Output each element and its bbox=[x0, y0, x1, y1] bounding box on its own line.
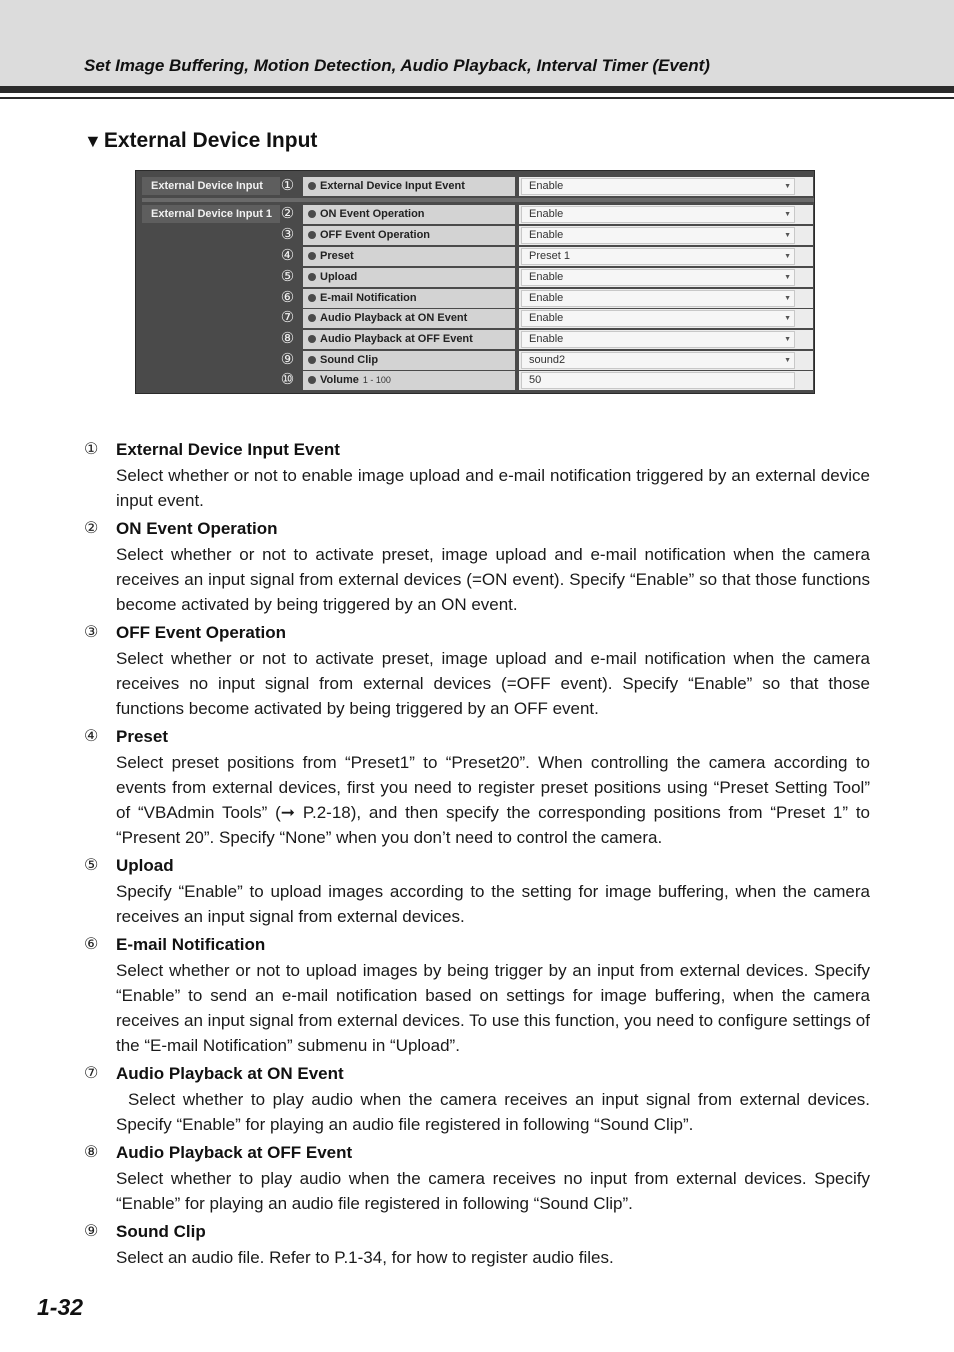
panel-row-marker: ① bbox=[280, 177, 295, 194]
item-number: ⑤ bbox=[84, 857, 99, 874]
item-body: Select whether or not to upload images by being trigger by an input from external devices. Specify “Enable” to send an e-mail notification based on settings for image buffering, when the camera receives an input signal from external devices. To use this function, you need to configure settings of the “E-mail Notification” submenu in “Upload”. bbox=[116, 961, 870, 1055]
item-body: Select preset positions from “Preset1” to “Preset20”. When controlling the camera according to events from external devices, first you need to register preset positions using “Preset Setting Tool” of “VBAdmin Tools” (➞ P.2-18), and then specify the corresponding positions from “Preset 1” to “Present 20”. Specify “None” when you don’t need to control the camera. bbox=[116, 753, 870, 847]
panel-row bbox=[303, 177, 813, 196]
chevron-down-icon[interactable]: ▼ bbox=[784, 232, 791, 239]
panel-row-label bbox=[303, 351, 515, 370]
panel-row bbox=[303, 205, 813, 224]
info-bullet-icon bbox=[308, 210, 316, 218]
item-description bbox=[84, 724, 870, 850]
info-bullet-icon bbox=[308, 294, 316, 302]
item-description bbox=[84, 1061, 870, 1137]
item-descriptions bbox=[84, 437, 870, 1273]
item-heading: External Device Input Event bbox=[116, 440, 340, 459]
panel-row-label-text: E-mail Notification bbox=[320, 292, 417, 304]
item-heading: E-mail Notification bbox=[116, 935, 266, 954]
panel-row-marker: ⑥ bbox=[280, 289, 295, 306]
panel-row-select[interactable] bbox=[521, 352, 795, 369]
chevron-down-icon[interactable]: ▼ bbox=[784, 336, 791, 343]
item-number: ⑥ bbox=[84, 936, 99, 953]
panel-row-value: Preset 1 bbox=[529, 250, 570, 262]
panel-row-label-text: Preset bbox=[320, 250, 354, 262]
chevron-down-icon[interactable]: ▼ bbox=[784, 253, 791, 260]
info-bullet-icon bbox=[308, 182, 316, 190]
triangle-down-icon: ▼ bbox=[84, 131, 102, 151]
panel-row-marker: ⑤ bbox=[280, 268, 295, 285]
chevron-down-icon[interactable]: ▼ bbox=[784, 211, 791, 218]
panel-row-label bbox=[303, 330, 515, 349]
item-heading: Audio Playback at ON Event bbox=[116, 1064, 344, 1083]
header-rule-thin bbox=[0, 97, 954, 99]
panel-row bbox=[303, 371, 813, 390]
panel-row-select[interactable] bbox=[521, 206, 795, 223]
panel-row-value: Enable bbox=[529, 292, 564, 304]
item-body: Select whether or not to activate preset, image upload and e-mail notification when the camera receives an input signal from external devices (=ON event). Specify “Enable” so that those functions become activated by being triggered by an ON event. bbox=[116, 545, 870, 614]
header-rule-thick bbox=[0, 86, 954, 93]
item-number: ④ bbox=[84, 728, 99, 745]
panel-left-label-main: External Device Input bbox=[142, 177, 280, 195]
panel-row bbox=[303, 330, 813, 349]
panel-row-value: 50 bbox=[529, 374, 542, 386]
item-number: ③ bbox=[84, 624, 99, 641]
panel-row-marker: ④ bbox=[280, 247, 295, 264]
panel-row-input[interactable] bbox=[521, 372, 795, 389]
panel-row-value: Enable bbox=[529, 208, 564, 220]
panel-row-label bbox=[303, 289, 515, 308]
panel-row-marker: ⑩ bbox=[280, 371, 295, 388]
panel-row-value-cell bbox=[519, 289, 813, 308]
panel-row-marker: ③ bbox=[280, 226, 295, 243]
header-title: Set Image Buffering, Motion Detection, Audio Playback, Interval Timer (Event) bbox=[84, 56, 710, 75]
panel-row bbox=[303, 226, 813, 245]
panel-row-label bbox=[303, 226, 515, 245]
item-number: ⑦ bbox=[84, 1065, 99, 1082]
panel-row-label bbox=[303, 268, 515, 287]
panel-row-select[interactable] bbox=[521, 248, 795, 265]
panel-row-select[interactable] bbox=[521, 178, 795, 195]
item-number: ⑧ bbox=[84, 1144, 99, 1161]
chevron-down-icon[interactable]: ▼ bbox=[784, 274, 791, 281]
panel-row bbox=[303, 309, 813, 328]
item-description bbox=[84, 853, 870, 929]
panel-row-label bbox=[303, 371, 515, 390]
section-title bbox=[84, 129, 317, 153]
panel-row-value-cell bbox=[519, 268, 813, 287]
panel-row-label bbox=[303, 309, 515, 328]
panel-row-label bbox=[303, 247, 515, 266]
item-description bbox=[84, 620, 870, 721]
chevron-down-icon[interactable]: ▼ bbox=[784, 357, 791, 364]
item-heading: Sound Clip bbox=[116, 1222, 206, 1241]
item-heading: Preset bbox=[116, 727, 168, 746]
panel-row-label bbox=[303, 205, 515, 224]
panel-row-value: Enable bbox=[529, 229, 564, 241]
panel-row-value-cell bbox=[519, 205, 813, 224]
item-heading: Upload bbox=[116, 856, 174, 875]
chevron-down-icon[interactable]: ▼ bbox=[784, 183, 791, 190]
panel-row-select[interactable] bbox=[521, 310, 795, 327]
panel-row-value: Enable bbox=[529, 271, 564, 283]
panel-row-label-text: Volume bbox=[320, 374, 359, 386]
item-description bbox=[84, 932, 870, 1058]
panel-row-value-cell bbox=[519, 247, 813, 266]
panel-row bbox=[303, 268, 813, 287]
panel-row-label-text: ON Event Operation bbox=[320, 208, 425, 220]
info-bullet-icon bbox=[308, 252, 316, 260]
panel-row-label-text: Audio Playback at ON Event bbox=[320, 312, 468, 324]
panel-row-value: Enable bbox=[529, 333, 564, 345]
section-title-text: External Device Input bbox=[103, 129, 318, 152]
panel-row-value: Enable bbox=[529, 180, 564, 192]
item-heading: Audio Playback at OFF Event bbox=[116, 1143, 353, 1162]
panel-row-label-text: OFF Event Operation bbox=[320, 229, 431, 241]
settings-panel-screenshot bbox=[135, 170, 815, 394]
info-bullet-icon bbox=[308, 335, 316, 343]
panel-row-value-cell bbox=[519, 351, 813, 370]
panel-row-select[interactable] bbox=[521, 290, 795, 307]
panel-row-marker: ⑧ bbox=[280, 330, 295, 347]
panel-row bbox=[303, 247, 813, 266]
info-bullet-icon bbox=[308, 376, 316, 384]
panel-row-select[interactable] bbox=[521, 269, 795, 286]
info-bullet-icon bbox=[308, 231, 316, 239]
item-description bbox=[84, 1219, 870, 1270]
item-description bbox=[84, 437, 870, 513]
chevron-down-icon[interactable]: ▼ bbox=[784, 295, 791, 302]
panel-row-value-cell bbox=[519, 177, 813, 196]
panel-row-value: Enable bbox=[529, 312, 564, 324]
item-number: ① bbox=[84, 441, 99, 458]
panel-row-label-text: Upload bbox=[320, 271, 358, 283]
item-heading: OFF Event Operation bbox=[116, 623, 287, 642]
item-body: Select whether to play audio when the camera receives no input from external devices. Specify “Enable” for playing an audio file registered in following “Sound Clip”. bbox=[116, 1169, 870, 1213]
info-bullet-icon bbox=[308, 273, 316, 281]
header-band bbox=[0, 0, 954, 86]
chevron-down-icon[interactable]: ▼ bbox=[784, 315, 791, 322]
panel-row-value: sound2 bbox=[529, 354, 566, 366]
panel-row-select[interactable] bbox=[521, 331, 795, 348]
info-bullet-icon bbox=[308, 314, 316, 322]
panel-row-label-text: External Device Input Event bbox=[320, 180, 465, 192]
panel-row-marker: ⑦ bbox=[280, 309, 295, 326]
panel-row-value-cell bbox=[519, 330, 813, 349]
panel-left-label-input1: External Device Input 1 bbox=[142, 205, 280, 223]
item-number: ⑨ bbox=[84, 1223, 99, 1240]
item-body: Select whether or not to enable image upload and e-mail notification triggered by an external device input event. bbox=[116, 466, 870, 510]
panel-row-value-cell bbox=[519, 371, 813, 390]
panel-row-label-text: Sound Clip bbox=[320, 354, 379, 366]
item-body: Specify “Enable” to upload images according to the setting for image buffering, when the camera receives an input signal from external devices. bbox=[116, 882, 870, 926]
item-body: Select whether or not to activate preset, image upload and e-mail notification when the camera receives no input signal from external devices (=OFF event). Specify “Enable” so that those functions become activated by being triggered by an OFF event. bbox=[116, 649, 870, 718]
panel-row bbox=[303, 351, 813, 370]
panel-row-range: 1 - 100 bbox=[362, 375, 391, 385]
panel-row bbox=[303, 289, 813, 308]
item-description bbox=[84, 1140, 870, 1216]
panel-row-marker: ② bbox=[280, 205, 295, 222]
item-body: Select an audio file. Refer to P.1-34, for how to register audio files. bbox=[116, 1248, 614, 1267]
panel-row-select[interactable] bbox=[521, 227, 795, 244]
item-heading: ON Event Operation bbox=[116, 519, 278, 538]
item-body: Select whether to play audio when the camera receives an input signal from external devices. Specify “Enable” for playing an audio file registered in following “Sound Clip”. bbox=[116, 1090, 870, 1134]
page-number: 1-32 bbox=[37, 1294, 84, 1320]
panel-separator bbox=[142, 198, 814, 202]
item-description bbox=[84, 516, 870, 617]
panel-row-label-text: Audio Playback at OFF Event bbox=[320, 333, 473, 345]
panel-row-value-cell bbox=[519, 226, 813, 245]
item-number: ② bbox=[84, 520, 99, 537]
panel-row-value-cell bbox=[519, 309, 813, 328]
info-bullet-icon bbox=[308, 356, 316, 364]
panel-row-label bbox=[303, 177, 515, 196]
panel-row-marker: ⑨ bbox=[280, 351, 295, 368]
